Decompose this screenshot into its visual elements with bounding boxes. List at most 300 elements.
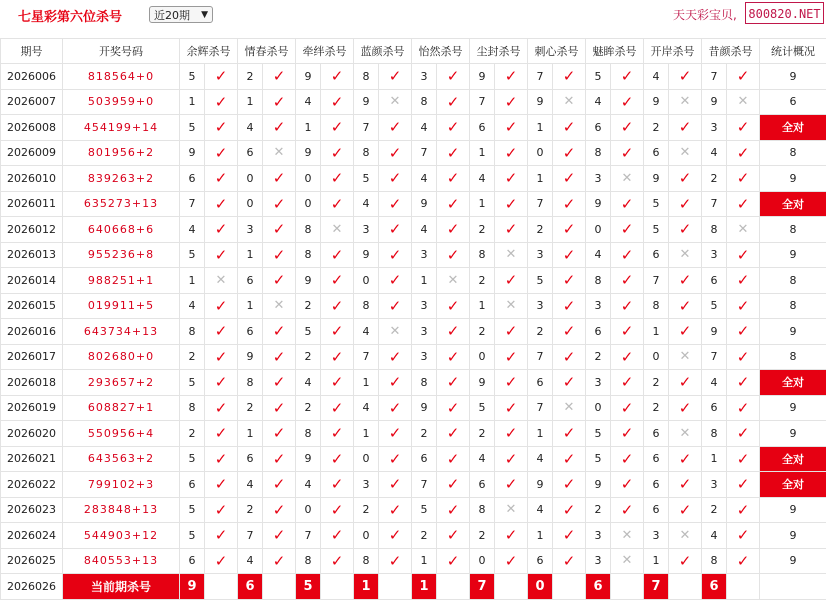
- kill-number-cell: 3: [238, 217, 263, 243]
- check-icon: ✓: [611, 344, 644, 370]
- kill-number-cell: 8: [354, 64, 379, 90]
- kill-number-cell: 8: [238, 370, 263, 396]
- column-header: 蓝颜杀号: [354, 39, 412, 64]
- table-row: [1, 268, 826, 294]
- kill-number-cell: 2: [296, 344, 321, 370]
- stat-cell: 8: [760, 217, 826, 243]
- check-icon: ✓: [727, 293, 760, 319]
- table-row: [1, 319, 826, 345]
- table-row: [1, 140, 826, 166]
- kill-number-cell: 9: [528, 472, 553, 498]
- draw-number-cell: 801956+2: [63, 140, 180, 166]
- kill-number-cell: 8: [470, 242, 495, 268]
- brand-site-link[interactable]: 800820.NET: [745, 2, 824, 24]
- current-kill-number: 5: [296, 574, 321, 600]
- kill-number-cell: 1: [238, 242, 263, 268]
- check-icon: ✓: [727, 497, 760, 523]
- kill-number-cell: 4: [238, 115, 263, 141]
- cross-icon: ✕: [669, 140, 702, 166]
- table-row: [1, 370, 826, 396]
- check-icon: ✓: [205, 497, 238, 523]
- kill-number-cell: 4: [644, 64, 669, 90]
- current-kill-number: 0: [528, 574, 553, 600]
- table-row: [1, 395, 826, 421]
- check-icon: ✓: [379, 140, 412, 166]
- kill-number-cell: 4: [702, 140, 727, 166]
- check-icon: ✓: [321, 523, 354, 549]
- kill-number-cell: 2: [238, 497, 263, 523]
- kill-number-cell: 5: [586, 64, 611, 90]
- kill-number-cell: 8: [702, 548, 727, 574]
- kill-number-cell: 5: [180, 242, 205, 268]
- kill-number-cell: 5: [470, 395, 495, 421]
- kill-number-cell: 6: [586, 115, 611, 141]
- empty-cell: [669, 574, 702, 600]
- table-header-row: [1, 39, 826, 64]
- kill-number-cell: 4: [412, 115, 437, 141]
- kill-number-cell: 8: [354, 140, 379, 166]
- check-icon: ✓: [205, 64, 238, 90]
- kill-number-cell: 5: [180, 115, 205, 141]
- kill-number-cell: 4: [702, 523, 727, 549]
- check-icon: ✓: [611, 370, 644, 396]
- check-icon: ✓: [263, 472, 296, 498]
- check-icon: ✓: [669, 497, 702, 523]
- check-icon: ✓: [553, 446, 586, 472]
- draw-number-cell: 640668+6: [63, 217, 180, 243]
- cross-icon: ✕: [263, 140, 296, 166]
- issue-cell: 2026015: [1, 293, 63, 319]
- check-icon: ✓: [495, 472, 528, 498]
- check-icon: ✓: [553, 115, 586, 141]
- kill-number-cell: 7: [412, 472, 437, 498]
- kill-number-cell: 0: [238, 191, 263, 217]
- check-icon: ✓: [263, 523, 296, 549]
- table-row: [1, 472, 826, 498]
- kill-number-cell: 5: [354, 166, 379, 192]
- issue-cell: 2026011: [1, 191, 63, 217]
- kill-number-cell: 8: [702, 217, 727, 243]
- check-icon: ✓: [379, 548, 412, 574]
- kill-number-cell: 4: [354, 191, 379, 217]
- check-icon: ✓: [379, 446, 412, 472]
- check-icon: ✓: [495, 421, 528, 447]
- check-icon: ✓: [553, 64, 586, 90]
- kill-number-cell: 6: [644, 446, 669, 472]
- cross-icon: ✕: [669, 89, 702, 115]
- check-icon: ✓: [263, 395, 296, 421]
- check-icon: ✓: [205, 421, 238, 447]
- kill-number-cell: 4: [412, 217, 437, 243]
- check-icon: ✓: [495, 166, 528, 192]
- check-icon: ✓: [727, 395, 760, 421]
- stat-cell: 9: [760, 548, 826, 574]
- kill-number-cell: 0: [354, 523, 379, 549]
- issue-cell: 2026013: [1, 242, 63, 268]
- check-icon: ✓: [205, 166, 238, 192]
- kill-number-cell: 4: [354, 319, 379, 345]
- table-row: [1, 497, 826, 523]
- stat-cell: 9: [760, 421, 826, 447]
- kill-number-cell: 9: [470, 370, 495, 396]
- draw-number-cell: 635273+13: [63, 191, 180, 217]
- kill-number-cell: 7: [702, 191, 727, 217]
- check-icon: ✓: [379, 293, 412, 319]
- check-icon: ✓: [437, 472, 470, 498]
- period-select-value: 近20期: [154, 9, 190, 22]
- kill-number-cell: 2: [586, 344, 611, 370]
- kill-number-cell: 8: [412, 89, 437, 115]
- check-icon: ✓: [379, 115, 412, 141]
- kill-number-cell: 6: [644, 421, 669, 447]
- kill-number-cell: 4: [470, 166, 495, 192]
- check-icon: ✓: [205, 395, 238, 421]
- draw-number-cell: 293657+2: [63, 370, 180, 396]
- check-icon: ✓: [263, 89, 296, 115]
- check-icon: ✓: [437, 370, 470, 396]
- check-icon: ✓: [669, 115, 702, 141]
- column-header: 统计概况: [760, 39, 826, 64]
- kill-number-cell: 5: [180, 370, 205, 396]
- check-icon: ✓: [727, 166, 760, 192]
- kill-number-cell: 3: [412, 64, 437, 90]
- kill-number-cell: 8: [354, 548, 379, 574]
- empty-cell: [553, 574, 586, 600]
- kill-number-cell: 4: [296, 370, 321, 396]
- kill-number-cell: 9: [354, 242, 379, 268]
- kill-number-cell: 0: [296, 191, 321, 217]
- check-icon: ✓: [263, 370, 296, 396]
- check-icon: ✓: [321, 446, 354, 472]
- check-icon: ✓: [263, 548, 296, 574]
- kill-number-cell: 2: [296, 293, 321, 319]
- stat-cell: 9: [760, 523, 826, 549]
- table-row: [1, 293, 826, 319]
- check-icon: ✓: [321, 395, 354, 421]
- check-icon: ✓: [263, 191, 296, 217]
- kill-number-cell: 9: [238, 344, 263, 370]
- check-icon: ✓: [321, 191, 354, 217]
- chevron-down-icon: ▼: [201, 7, 208, 24]
- check-icon: ✓: [495, 217, 528, 243]
- page-title: 七星彩第六位杀号: [18, 6, 122, 25]
- kill-number-cell: 8: [296, 421, 321, 447]
- cross-icon: ✕: [611, 548, 644, 574]
- check-icon: ✓: [437, 395, 470, 421]
- check-icon: ✓: [611, 242, 644, 268]
- check-icon: ✓: [321, 268, 354, 294]
- check-icon: ✓: [727, 446, 760, 472]
- check-icon: ✓: [321, 115, 354, 141]
- period-select[interactable]: [149, 6, 213, 23]
- check-icon: ✓: [379, 370, 412, 396]
- check-icon: ✓: [379, 268, 412, 294]
- kill-number-cell: 3: [412, 293, 437, 319]
- kill-number-cell: 6: [644, 472, 669, 498]
- check-icon: ✓: [379, 497, 412, 523]
- check-icon: ✓: [205, 242, 238, 268]
- current-kill-number: 6: [586, 574, 611, 600]
- kill-number-cell: 9: [354, 89, 379, 115]
- kill-number-cell: 7: [296, 523, 321, 549]
- check-icon: ✓: [553, 523, 586, 549]
- kill-number-cell: 3: [412, 319, 437, 345]
- check-icon: ✓: [669, 166, 702, 192]
- kill-number-cell: 2: [412, 421, 437, 447]
- check-icon: ✓: [263, 242, 296, 268]
- draw-number-cell: 019911+5: [63, 293, 180, 319]
- check-icon: ✓: [437, 421, 470, 447]
- kill-number-cell: 7: [238, 523, 263, 549]
- empty-cell: [205, 574, 238, 600]
- check-icon: ✓: [727, 319, 760, 345]
- check-icon: ✓: [321, 472, 354, 498]
- kill-number-cell: 4: [702, 370, 727, 396]
- kill-number-cell: 5: [586, 421, 611, 447]
- issue-cell: 2026017: [1, 344, 63, 370]
- issue-cell: 2026014: [1, 268, 63, 294]
- kill-number-cell: 3: [586, 293, 611, 319]
- stat-cell: 6: [760, 89, 826, 115]
- empty-cell: [379, 574, 412, 600]
- issue-cell: 2026020: [1, 421, 63, 447]
- check-icon: ✓: [263, 319, 296, 345]
- kill-number-cell: 9: [296, 268, 321, 294]
- check-icon: ✓: [553, 268, 586, 294]
- top-bar: [0, 0, 826, 30]
- column-header: 怡然杀号: [412, 39, 470, 64]
- kill-number-cell: 0: [470, 344, 495, 370]
- table-row: [1, 523, 826, 549]
- check-icon: ✓: [611, 191, 644, 217]
- draw-number-cell: 550956+4: [63, 421, 180, 447]
- kill-number-cell: 8: [296, 548, 321, 574]
- check-icon: ✓: [727, 268, 760, 294]
- cross-icon: ✕: [495, 497, 528, 523]
- kill-number-cell: 9: [586, 191, 611, 217]
- check-icon: ✓: [727, 242, 760, 268]
- kill-number-cell: 4: [238, 548, 263, 574]
- kill-number-cell: 1: [180, 268, 205, 294]
- table-row: [1, 191, 826, 217]
- kill-number-cell: 8: [180, 319, 205, 345]
- table-row: [1, 217, 826, 243]
- check-icon: ✓: [379, 395, 412, 421]
- kill-number-cell: 5: [586, 446, 611, 472]
- current-kill-number: 1: [412, 574, 437, 600]
- stat-cell: 9: [760, 395, 826, 421]
- kill-number-cell: 2: [702, 497, 727, 523]
- stat-cell: 8: [760, 140, 826, 166]
- kill-number-cell: 3: [586, 370, 611, 396]
- column-header: 开岸杀号: [644, 39, 702, 64]
- kill-number-cell: 5: [180, 446, 205, 472]
- check-icon: ✓: [321, 140, 354, 166]
- check-icon: ✓: [727, 523, 760, 549]
- empty-cell: [495, 574, 528, 600]
- kill-number-cell: 9: [644, 89, 669, 115]
- kill-number-cell: 5: [702, 293, 727, 319]
- kill-number-cell: 5: [644, 191, 669, 217]
- kill-number-cell: 7: [528, 344, 553, 370]
- check-icon: ✓: [437, 242, 470, 268]
- kill-number-cell: 1: [702, 446, 727, 472]
- check-icon: ✓: [205, 115, 238, 141]
- check-icon: ✓: [321, 344, 354, 370]
- draw-number-cell: 283848+13: [63, 497, 180, 523]
- check-icon: ✓: [495, 370, 528, 396]
- kill-number-cell: 9: [296, 64, 321, 90]
- column-header: 期号: [1, 39, 63, 64]
- kill-number-cell: 4: [180, 217, 205, 243]
- kill-number-cell: 7: [702, 344, 727, 370]
- check-icon: ✓: [669, 446, 702, 472]
- cross-icon: ✕: [379, 89, 412, 115]
- kill-number-cell: 4: [238, 472, 263, 498]
- check-icon: ✓: [611, 268, 644, 294]
- issue-cell: 2026012: [1, 217, 63, 243]
- kill-number-cell: 1: [528, 166, 553, 192]
- column-header: 昔颜杀号: [702, 39, 760, 64]
- check-icon: ✓: [669, 191, 702, 217]
- issue-cell: 2026022: [1, 472, 63, 498]
- check-icon: ✓: [379, 242, 412, 268]
- kill-number-cell: 5: [528, 268, 553, 294]
- check-icon: ✓: [437, 89, 470, 115]
- check-icon: ✓: [379, 64, 412, 90]
- kill-number-cell: 7: [412, 140, 437, 166]
- check-icon: ✓: [553, 242, 586, 268]
- check-icon: ✓: [205, 140, 238, 166]
- draw-number-cell: 839263+2: [63, 166, 180, 192]
- kill-number-cell: 7: [354, 344, 379, 370]
- check-icon: ✓: [263, 166, 296, 192]
- kill-number-cell: 6: [470, 472, 495, 498]
- draw-number-cell: 818564+0: [63, 64, 180, 90]
- issue-cell: 2026018: [1, 370, 63, 396]
- check-icon: ✓: [611, 319, 644, 345]
- table-row: [1, 89, 826, 115]
- kill-number-cell: 4: [528, 446, 553, 472]
- check-icon: ✓: [495, 395, 528, 421]
- kill-number-cell: 3: [354, 472, 379, 498]
- kill-number-cell: 2: [354, 497, 379, 523]
- draw-number-cell: 988251+1: [63, 268, 180, 294]
- column-header: 魅眸杀号: [586, 39, 644, 64]
- check-icon: ✓: [553, 191, 586, 217]
- check-icon: ✓: [553, 497, 586, 523]
- check-icon: ✓: [263, 421, 296, 447]
- check-icon: ✓: [669, 395, 702, 421]
- check-icon: ✓: [263, 344, 296, 370]
- check-icon: ✓: [263, 446, 296, 472]
- kill-number-cell: 9: [296, 446, 321, 472]
- check-icon: ✓: [495, 115, 528, 141]
- kill-number-cell: 1: [238, 293, 263, 319]
- check-icon: ✓: [495, 548, 528, 574]
- check-icon: ✓: [727, 548, 760, 574]
- kill-number-cell: 5: [180, 497, 205, 523]
- kill-number-cell: 6: [412, 446, 437, 472]
- stat-cell: 9: [760, 242, 826, 268]
- current-issue-row: [1, 574, 826, 600]
- kill-number-cell: 7: [528, 64, 553, 90]
- column-header: 情春杀号: [238, 39, 296, 64]
- draw-number-cell: 643734+13: [63, 319, 180, 345]
- cross-icon: ✕: [553, 89, 586, 115]
- check-icon: ✓: [437, 166, 470, 192]
- stat-cell: 9: [760, 497, 826, 523]
- check-icon: ✓: [553, 217, 586, 243]
- kill-number-cell: 6: [180, 548, 205, 574]
- check-icon: ✓: [379, 421, 412, 447]
- kill-number-cell: 8: [354, 293, 379, 319]
- kill-number-cell: 1: [180, 89, 205, 115]
- check-icon: ✓: [205, 191, 238, 217]
- check-icon: ✓: [205, 89, 238, 115]
- kill-number-cell: 2: [412, 523, 437, 549]
- cross-icon: ✕: [553, 395, 586, 421]
- check-icon: ✓: [727, 472, 760, 498]
- kill-number-cell: 2: [180, 344, 205, 370]
- draw-number-cell: 454199+14: [63, 115, 180, 141]
- check-icon: ✓: [321, 421, 354, 447]
- check-icon: ✓: [321, 166, 354, 192]
- check-icon: ✓: [205, 217, 238, 243]
- kill-number-cell: 6: [644, 242, 669, 268]
- check-icon: ✓: [437, 140, 470, 166]
- check-icon: ✓: [553, 344, 586, 370]
- kill-number-cell: 8: [586, 140, 611, 166]
- check-icon: ✓: [669, 319, 702, 345]
- check-icon: ✓: [321, 89, 354, 115]
- kill-number-cell: 4: [470, 446, 495, 472]
- kill-number-cell: 3: [702, 115, 727, 141]
- kill-number-cell: 4: [528, 497, 553, 523]
- check-icon: ✓: [611, 421, 644, 447]
- table-row: [1, 548, 826, 574]
- check-icon: ✓: [263, 64, 296, 90]
- check-icon: ✓: [437, 217, 470, 243]
- check-icon: ✓: [669, 217, 702, 243]
- issue-cell: 2026023: [1, 497, 63, 523]
- stat-cell: 全对: [760, 446, 826, 472]
- check-icon: ✓: [437, 344, 470, 370]
- kill-number-cell: 1: [644, 548, 669, 574]
- kill-number-cell: 7: [644, 268, 669, 294]
- stat-cell: 全对: [760, 472, 826, 498]
- check-icon: ✓: [437, 293, 470, 319]
- issue-cell: 2026009: [1, 140, 63, 166]
- kill-number-cell: 6: [180, 166, 205, 192]
- table-row: [1, 166, 826, 192]
- kill-number-cell: 2: [238, 395, 263, 421]
- kill-number-cell: 6: [238, 446, 263, 472]
- kill-number-cell: 7: [180, 191, 205, 217]
- kill-number-cell: 1: [528, 421, 553, 447]
- check-icon: ✓: [437, 548, 470, 574]
- kill-number-cell: 6: [238, 268, 263, 294]
- kill-number-cell: 0: [528, 140, 553, 166]
- check-icon: ✓: [321, 293, 354, 319]
- cross-icon: ✕: [727, 217, 760, 243]
- check-icon: ✓: [553, 370, 586, 396]
- draw-number-cell: 955236+8: [63, 242, 180, 268]
- check-icon: ✓: [611, 395, 644, 421]
- kill-number-cell: 2: [644, 370, 669, 396]
- check-icon: ✓: [553, 293, 586, 319]
- kill-number-cell: 6: [180, 472, 205, 498]
